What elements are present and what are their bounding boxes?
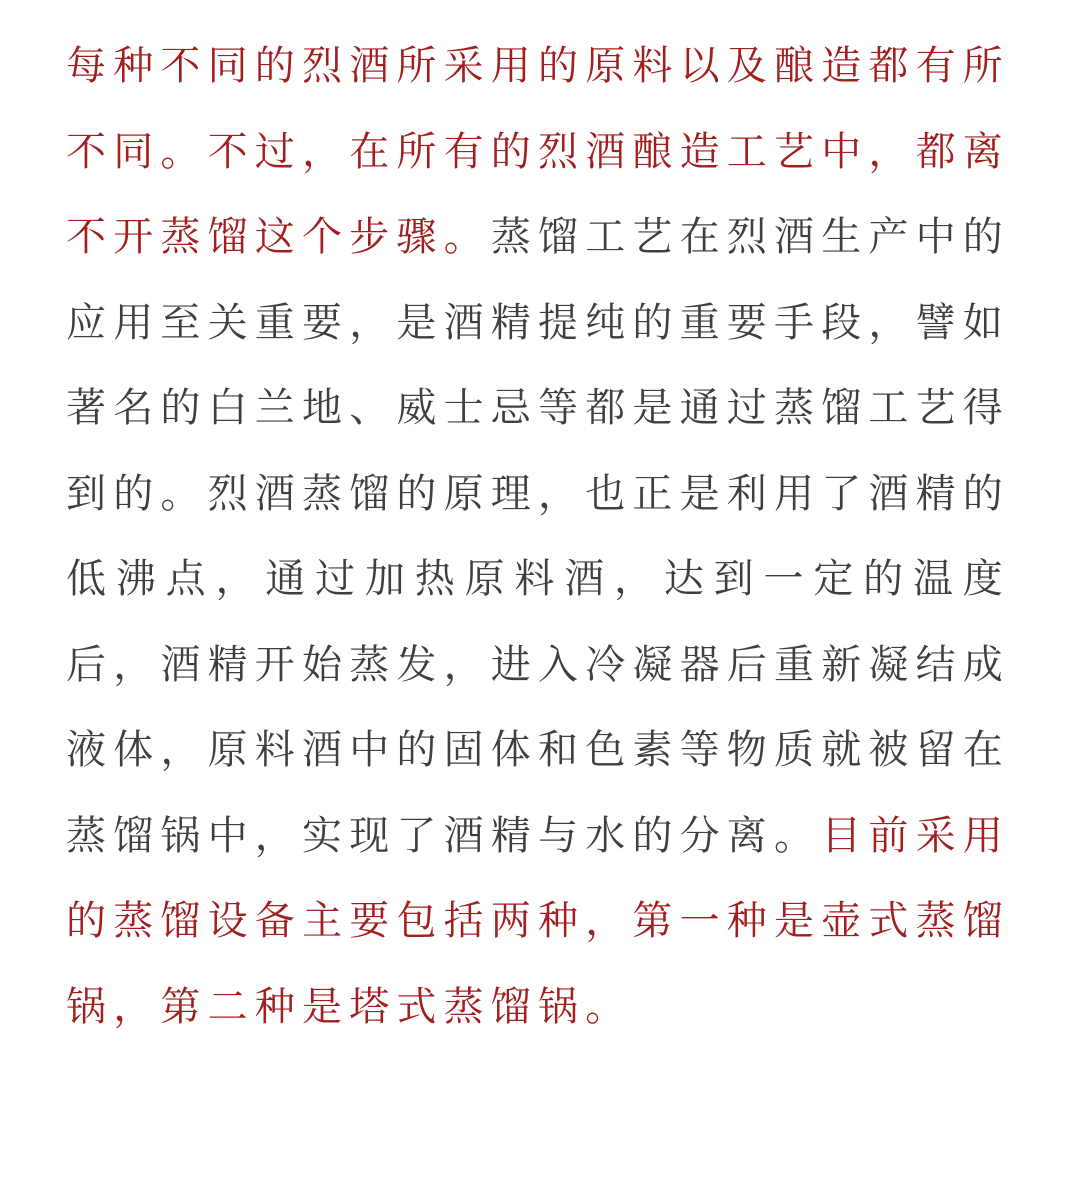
conclusion-highlight-text: 目前采用的蒸馏设备主要包括两种，第一种是壶式蒸馏锅，第二种是塔式蒸馏锅。 xyxy=(66,812,1011,1030)
article-paragraph xyxy=(66,24,1010,1050)
body-text: 蒸馏工艺在烈酒生产中的应用至关重要，是酒精提纯的重要手段，譬如著名的白兰地、威士忌等都是通过蒸馏工艺得到的。烈酒蒸馏的原理，也正是利用了酒精的低沸点，通过加热原料酒，达到一定的温度后，酒精开始蒸发，进入冷凝器后重新凝结成液体，原料酒中的固体和色素等物质就被留在蒸馏锅中，实现了酒精与水的分离。 xyxy=(66,214,1011,859)
intro-highlight-text: 每种不同的烈酒所采用的原料以及酿造都有所不同。不过，在所有的烈酒酿造工艺中，都离不开蒸馏这个步骤。 xyxy=(66,43,1010,260)
article-body xyxy=(66,24,1010,1050)
